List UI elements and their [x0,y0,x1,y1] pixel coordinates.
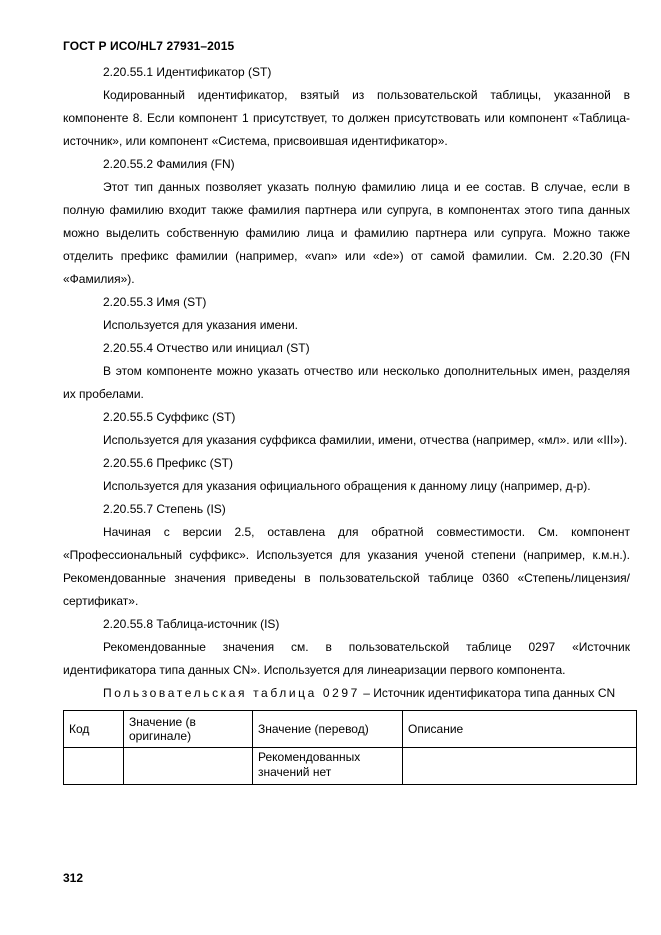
paragraph: В этом компоненте можно указать отчество или несколько дополнительных имен, разделяя их пробелами. [63,364,630,401]
header-value-translation: Значение (перевод) [253,711,403,748]
table-header-row [64,711,637,748]
section-heading: 2.20.55.5 Суффикс (ST) [103,410,236,424]
body-text [63,61,630,705]
section-heading: 2.20.55.1 Идентификатор (ST) [103,65,272,79]
table-row [64,748,637,785]
cell-value-original [124,748,253,785]
table-title-rest: – Источник идентификатора типа данных CN [359,686,616,700]
header-code: Код [64,711,124,748]
section-heading: 2.20.55.4 Отчество или инициал (ST) [103,341,310,355]
paragraph: Этот тип данных позволяет указать полную фамилию лица и ее состав. В случае, если в полную фамилию входит также фамилия партнера или супруга, в компонентах этого типа данных можно выделить собственную фамилию лица и фамилию партнера или супруга. Можно также отделить префикс фамилии (например, «van» или «de») от самой фамилии. См. 2.20.30 (FN «Фамилия»). [63,180,630,286]
table-title-spaced: Пользовательская таблица 0297 [103,686,360,700]
page-number: 312 [63,871,84,885]
section-heading: 2.20.55.7 Степень (IS) [103,502,226,516]
section-heading: 2.20.55.3 Имя (ST) [103,295,207,309]
cell-description [403,748,637,785]
section-heading: 2.20.55.2 Фамилия (FN) [103,157,235,171]
user-table-0297 [63,710,637,785]
document-header: ГОСТ Р ИСО/HL7 27931–2015 [63,39,235,53]
cell-value-translation: Рекомендованных значений нет [253,748,403,785]
paragraph: Начиная с версии 2.5, оставлена для обратной совместимости. См. компонент «Профессиональный суффикс». Используется для указания ученой степени (например, к.м.н.). Рекомендованные значения приведены в пользовательской таблице 0360 «Степень/лицензия/сертификат». [63,525,630,608]
document-page [63,38,630,785]
table-title [63,682,630,705]
section-heading: 2.20.55.8 Таблица-источник (IS) [103,617,280,631]
paragraph: Используется для указания официального обращения к данному лицу (например, д-р). [103,479,591,493]
paragraph: Кодированный идентификатор, взятый из пользовательской таблицы, указанной в компоненте 8. Если компонент 1 присутствует, то должен присутствовать или компонент «Таблица-источник», или компонент «Система, присвоившая идентификатор». [63,88,630,148]
paragraph: Используется для указания суффикса фамилии, имени, отчества (например, «мл». или «III»). [103,433,628,447]
section-heading: 2.20.55.6 Префикс (ST) [103,456,233,470]
header-description: Описание [403,711,637,748]
paragraph: Используется для указания имени. [103,318,299,332]
header-value-original: Значение (в оригинале) [124,711,253,748]
cell-code [64,748,124,785]
paragraph: Рекомендованные значения см. в пользовательской таблице 0297 «Источник идентификатора типа данных CN». Используется для линеаризации первого компонента. [63,640,630,677]
